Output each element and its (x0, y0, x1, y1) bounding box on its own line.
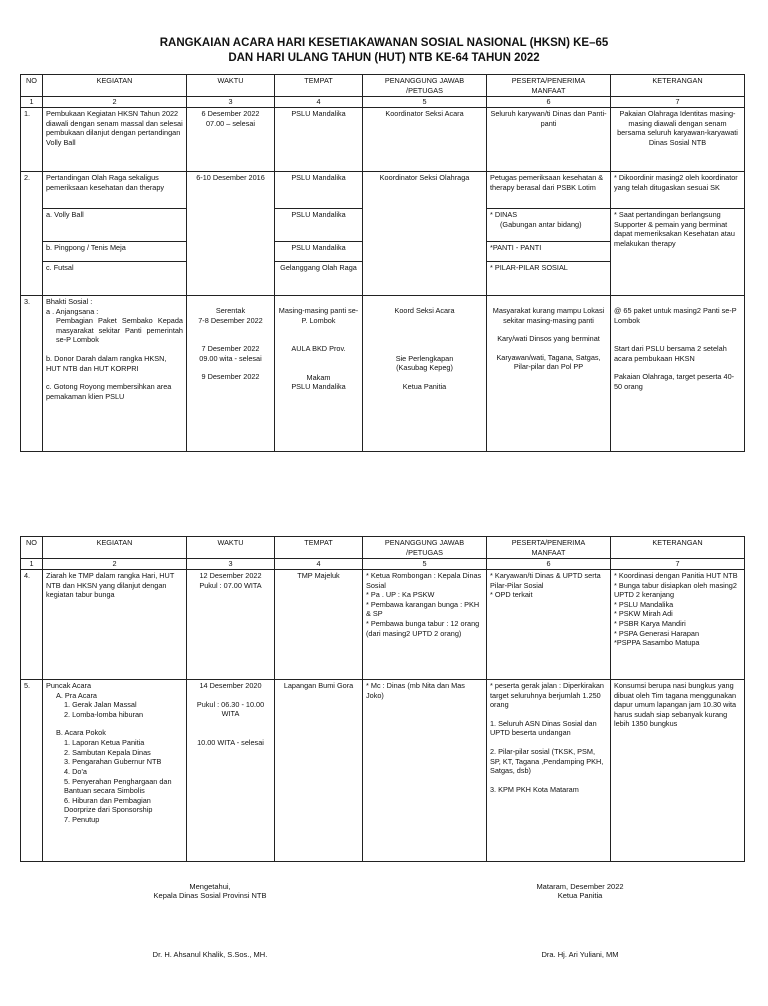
colnum: 2 (43, 97, 187, 108)
header-peserta: PESERTA/PENERIMA MANFAAT (487, 75, 611, 97)
header-waktu: WAKTU (187, 537, 275, 559)
schedule-table-2 (20, 536, 745, 862)
waktu-cell: 12 Desember 2022 Pukul : 07.00 WITA (187, 569, 275, 679)
pj-cell: Koord Seksi Acara Sie Perlengkapan (Kasubag Kepeg) Ketua Panitia (363, 295, 487, 451)
kegiatan-cell: Bhakti Sosial : a . Anjangsana : Pembagian Paket Sembako Kepada masyarakat sekitar Panti pemerintah se-P Lombok b. Donor Darah dalam rangka HKSN, HUT NTB dan HUT KORPRI c. Gotong Royong membersihkan area pemakaman klien PSLU (43, 295, 187, 451)
peserta-cell: Seluruh karywan/ti Dinas dan Panti-panti (487, 107, 611, 171)
peserta-cell: Masyarakat kurang mampu Lokasi sekitar masing-masing panti Kary/wati Dinsos yang berminat Karyawan/wati, Tagana, Satgas, Pilar-pilar dan Pol PP (487, 295, 611, 451)
colnum: 5 (363, 559, 487, 570)
colnum: 4 (275, 97, 363, 108)
header-keterangan: KETERANGAN (611, 537, 745, 559)
row-number: 2. (21, 171, 43, 295)
tempat-cell: PSLU Mandalika (275, 171, 363, 208)
signature-right-block (470, 882, 690, 900)
header-kegiatan: KEGIATAN (43, 537, 187, 559)
pj-cell: * Mc : Dinas (mb Nita dan Mas Joko) (363, 679, 487, 861)
header-no: NO (21, 75, 43, 97)
header-row (21, 537, 745, 559)
list-item: 1. Gerak Jalan Massal (64, 700, 137, 710)
header-row (21, 75, 745, 97)
header-peserta: PESERTA/PENERIMA MANFAAT (487, 537, 611, 559)
column-number-row (21, 559, 745, 570)
keterangan-cell: @ 65 paket untuk masing2 Panti se-P Lombok Start dari PSLU bersama 2 setelah acara pembukaan HKSN Pakaian Olahraga, target peserta 40-50 orang (611, 295, 745, 451)
kegiatan-cell: Pembukaan Kegiatan HKSN Tahun 2022 diawali dengan senam massal dan selesai pembukaan dilanjut dengan pertandingan Volly Ball (43, 107, 187, 171)
list-item: 2. Lomba-lomba hiburan (64, 709, 144, 719)
list-item: 2. Pilar-pilar sosial (TKSK, PSM, SP, KT, Tagana ,Pendamping PKH, Satgas, dsb) (490, 747, 604, 776)
list-item: * Pembawa bunga tabur : 12 orang (dari masing2 UPTD 2 orang) (366, 619, 480, 638)
keterangan-cell: Konsumsi berupa nasi bungkus yang dibuat oleh Tim tagana menggunakan dapur umum lapangan jam 10.30 wita harus sudah siap sebanyak kurang lebih 1350 bungkus (611, 679, 745, 861)
signature-right-line1: Mataram, Desember 2022 (536, 882, 624, 891)
table-row (21, 107, 745, 171)
list-item: * Bunga tabur disiapkan oleh masing2 UPTD 2 keranjang (614, 580, 737, 600)
colnum: 1 (21, 97, 43, 108)
kegiatan-cell: Pertandingan Olah Raga sekaligus pemeriksaan kesehatan dan therapy (43, 171, 187, 208)
colnum: 5 (363, 97, 487, 108)
list-item: * peserta gerak jalan : Diperkirakan target seluruhnya berjumlah 1.250 orang (490, 680, 604, 710)
list-item: * PSLU Mandalika (614, 599, 674, 609)
list-item: * Pa . UP : Ka PSKW (366, 590, 435, 600)
list-item: * PSBR Karya Mandiri (614, 619, 686, 628)
colnum: 3 (187, 559, 275, 570)
kegiatan-cell: Ziarah ke TMP dalam rangka Hari, HUT NTB dan HKSN yang dilanjut dengan kegiatan tabur bunga (43, 569, 187, 679)
waktu-cell: Serentak 7-8 Desember 2022 7 Desember 2022 09.00 wita - selesai 9 Desember 2022 (187, 295, 275, 451)
list-item: 1. Laporan Ketua Panitia (64, 738, 145, 747)
list-item: * Ketua Rombongan : Kepala Dinas Sosial (366, 570, 482, 590)
kegiatan-cell: Puncak Acara A. Pra Acara 1. Gerak Jalan Massal 2. Lomba-lomba hiburan B. Acara Pokok 1. Laporan Ketua Panitia 2. Sambutan Kepala Dinas 3. Pengarahan Gubernur NTB 4. Do'a 5. Penyerahan Penghargaan dan Bantuan secara Simbolis 6. Hiburan dan Pembagian Doorprize dari Sponsorship 7. Penutup (43, 679, 187, 861)
header-keterangan: KETERANGAN (611, 75, 745, 97)
header-tempat: TEMPAT (275, 75, 363, 97)
colnum: 6 (487, 97, 611, 108)
signature-left-name: Dr. H. Ahsanul Khalik, S.Sos., MH. (152, 950, 268, 959)
signature-right-name: Dra. Hj. Ari Yuliani, MM (541, 950, 619, 959)
header-waktu: WAKTU (187, 75, 275, 97)
signature-left-block (110, 882, 310, 900)
list-item: 3. Pengarahan Gubernur NTB (64, 757, 162, 767)
tempat-cell: PSLU Mandalika (275, 241, 363, 261)
keterangan-cell: * Dikoordinir masing2 oleh koordinator yang telah ditugaskan sesuai SK (611, 171, 745, 208)
list-item: *PSPPA Sasambo Matupa (614, 638, 700, 648)
waktu-cell: 6 Desember 2022 07.00 – selesai (187, 107, 275, 171)
tempat-cell: PSLU Mandalika (275, 208, 363, 241)
list-item: 5. Penyerahan Penghargaan dan Bantuan secara Simbolis (64, 776, 172, 796)
table-row (21, 171, 745, 208)
row-number: 1. (21, 107, 43, 171)
kegiatan-sub-a: a. Volly Ball (43, 208, 187, 241)
list-item: 3. KPM PKH Kota Mataram (490, 784, 579, 794)
waktu-cell: 6-10 Desember 2016 (187, 171, 275, 295)
schedule-table-1 (20, 74, 745, 452)
row-number: 5. (21, 679, 43, 861)
table-row (21, 679, 745, 861)
colnum: 4 (275, 559, 363, 570)
colnum: 1 (21, 559, 43, 570)
tempat-cell: Gelanggang Olah Raga (275, 261, 363, 295)
signature-left-line2: Kepala Dinas Sosial Provinsi NTB (153, 891, 267, 900)
header-no: NO (21, 537, 43, 559)
keterangan-cell: * Saat pertandingan berlangsung Supporter & pemain yang berminat dapat memeriksakan Kesehatan atau melakukan therapy (611, 208, 745, 295)
colnum: 7 (611, 97, 745, 108)
header-kegiatan: KEGIATAN (43, 75, 187, 97)
pj-cell: Koordinator Seksi Olahraga (363, 171, 487, 295)
pj-cell (363, 569, 487, 679)
document-title-line1: RANGKAIAN ACARA HARI KESETIAKAWANAN SOSIAL NASIONAL (HKSN) KE–65 (159, 37, 609, 49)
list-item: 1. Seluruh ASN Dinas Sosial dan UPTD beserta undangan (490, 718, 597, 738)
signature-left-line1: Mengetahui, (189, 882, 231, 891)
list-item: * OPD terkait (490, 590, 533, 600)
tempat-cell: PSLU Mandalika (275, 107, 363, 171)
column-number-row (21, 97, 745, 108)
kegiatan-sub-b: b. Pingpong / Tenis Meja (43, 241, 187, 261)
peserta-cell: * DINAS (Gabungan antar bidang) (487, 208, 611, 241)
table-row (21, 569, 745, 679)
tempat-cell: Lapangan Bumi Gora (275, 679, 363, 861)
peserta-cell: * PILAR-PILAR SOSIAL (487, 261, 611, 295)
colnum: 2 (43, 559, 187, 570)
list-item: * Koordinasi dengan Panitia HUT NTB (614, 570, 738, 580)
waktu-cell: 14 Desember 2020 Pukul : 06.30 - 10.00 WITA 10.00 WITA - selesai (187, 679, 275, 861)
list-item: * Karyawan/ti Dinas & UPTD serta Pilar-Pilar Sosial (490, 570, 601, 590)
colnum: 6 (487, 559, 611, 570)
colnum: 7 (611, 559, 745, 570)
list-item: * Pembawa karangan bunga : PKH & SP (366, 599, 480, 619)
list-item: * PSPA Generasi Harapan (614, 628, 700, 638)
header-tempat: TEMPAT (275, 537, 363, 559)
header-penanggung-jawab: PENANGGUNG JAWAB /PETUGAS (363, 75, 487, 97)
kegiatan-sub-c: c. Futsal (43, 261, 187, 295)
list-item: 6. Hiburan dan Pembagian Doorprize dari Sponsorship (64, 795, 153, 815)
table-row (21, 295, 745, 451)
document-title-line2: DAN HARI ULANG TAHUN (HUT) NTB KE-64 TAHUN 2022 (228, 52, 540, 64)
list-item: * PSKW Mirah Adi (614, 609, 673, 619)
colnum: 3 (187, 97, 275, 108)
peserta-cell (487, 569, 611, 679)
tempat-cell: TMP Majeluk (275, 569, 363, 679)
keterangan-cell (611, 569, 745, 679)
signature-right-line2: Ketua Panitia (557, 891, 603, 900)
list-item: 2. Sambutan Kepala Dinas (64, 747, 151, 757)
peserta-cell: Petugas pemeriksaan kesehatan & therapy berasal dari PSBK Lotim (487, 171, 611, 208)
peserta-cell (487, 679, 611, 861)
row-number: 4. (21, 569, 43, 679)
list-item: 4. Do'a (64, 766, 87, 776)
header-penanggung-jawab: PENANGGUNG JAWAB /PETUGAS (363, 537, 487, 559)
tempat-cell: Masing-masing panti se- P. Lombok AULA BKD Prov. Makam PSLU Mandalika (275, 295, 363, 451)
list-item: 7. Penutup (64, 815, 100, 824)
pj-cell: Koordinator Seksi Acara (363, 107, 487, 171)
keterangan-cell: Pakaian Olahraga Identitas masing-masing diawali dengan senam bersama seluruh karyawan-karyawati Dinas Sosial NTB (611, 107, 745, 171)
peserta-cell: *PANTI - PANTI (487, 241, 611, 261)
row-number: 3. (21, 295, 43, 451)
